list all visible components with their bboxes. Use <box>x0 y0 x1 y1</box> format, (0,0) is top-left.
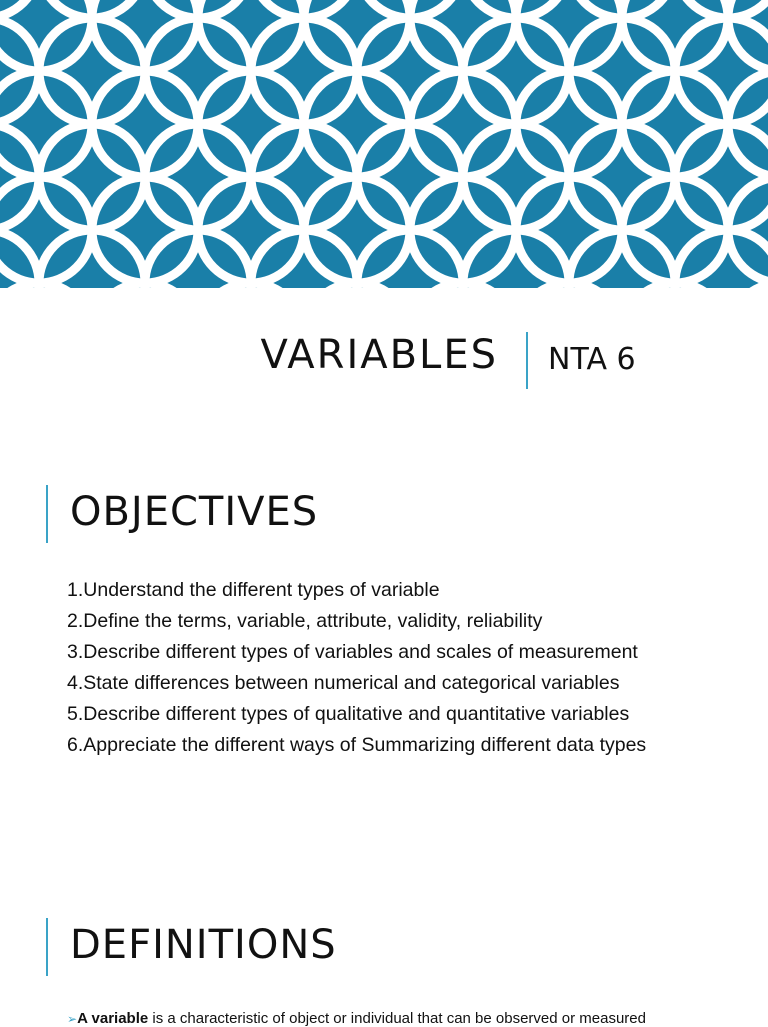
definition-text: is a characteristic of object or individual that can be observed or measured <box>148 1010 646 1027</box>
objectives-list <box>67 579 673 765</box>
objective-item: 4.State differences between numerical and categorical variables <box>67 672 620 694</box>
objective-item: 1.Understand the different types of variable <box>67 579 440 601</box>
definition-term: A variable <box>77 1010 149 1027</box>
objectives-accent-bar <box>46 485 48 543</box>
objective-item: 2.Define the terms, variable, attribute, validity, reliability <box>67 610 543 632</box>
definitions-heading: DEFINITIONS <box>70 922 337 968</box>
objective-item: 3.Describe different types of variables and scales of measurement <box>67 641 638 663</box>
title-row <box>0 330 768 390</box>
title-divider <box>526 332 528 389</box>
objective-item: 5.Describe different types of qualitative and quantitative variables <box>67 703 630 725</box>
objectives-heading: OBJECTIVES <box>70 489 319 535</box>
definitions-accent-bar <box>46 918 48 976</box>
presentation-title: VARIABLES <box>260 332 498 378</box>
interlocking-circles-pattern <box>0 0 768 288</box>
decorative-pattern-banner <box>0 0 768 288</box>
presentation-subtitle: NTA 6 <box>548 342 636 377</box>
objective-item: 6.Appreciate the different ways of Summarizing different data types <box>67 734 647 756</box>
definition-line <box>67 1010 767 1027</box>
arrow-bullet-icon: ➢ <box>67 1012 78 1026</box>
